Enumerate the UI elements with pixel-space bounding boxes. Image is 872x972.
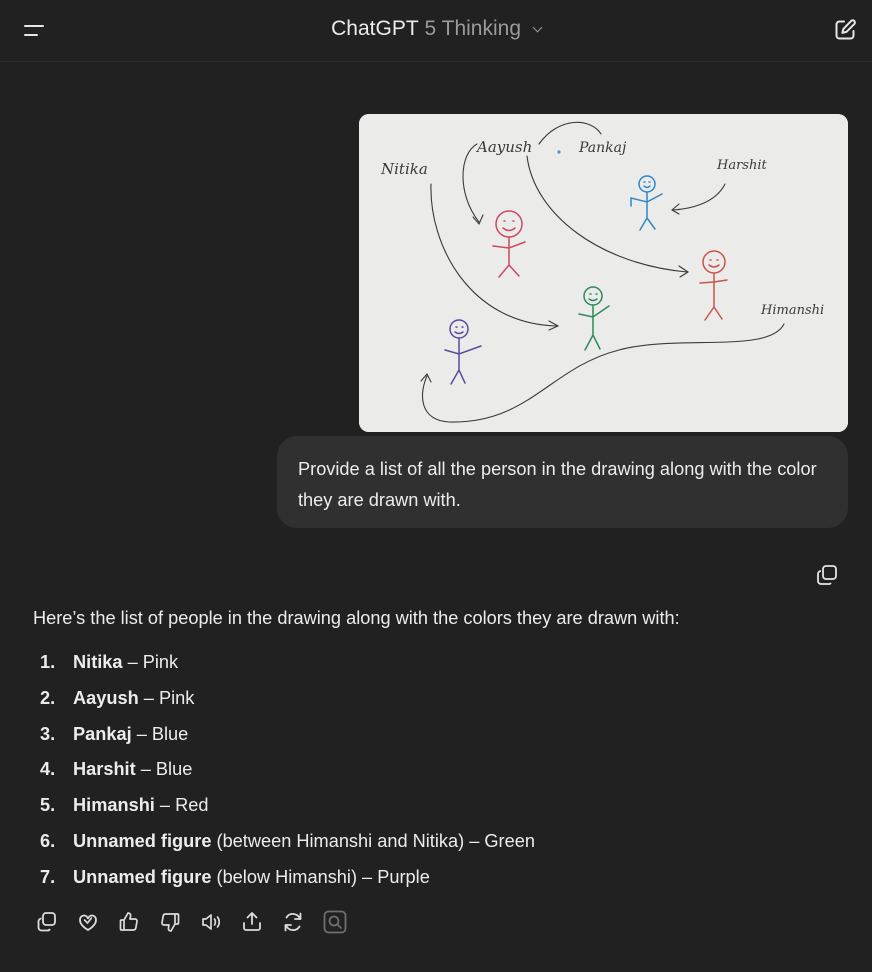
person-detail: (below Himanshi) bbox=[211, 866, 357, 887]
person-name: Unnamed figure bbox=[73, 866, 212, 887]
copy-user-message-button[interactable] bbox=[814, 562, 840, 588]
person-color: Pink bbox=[142, 652, 179, 672]
thumbs-down-button[interactable] bbox=[157, 909, 183, 935]
list-item bbox=[40, 790, 535, 826]
list-number: 3. bbox=[40, 723, 56, 744]
chevron-down-icon bbox=[532, 23, 542, 33]
person-name: Pankaj bbox=[73, 723, 132, 744]
copy-icon bbox=[34, 909, 60, 935]
list-number: 5. bbox=[40, 795, 56, 816]
stick-figure-drawing bbox=[359, 114, 848, 432]
new-chat-button[interactable] bbox=[832, 17, 858, 43]
separator: – bbox=[135, 759, 156, 780]
model-selector[interactable] bbox=[0, 17, 872, 41]
pen-dot bbox=[557, 150, 560, 153]
user-message-bubble bbox=[277, 436, 848, 528]
separator: – bbox=[138, 687, 159, 708]
label-nitika: Nitika bbox=[381, 160, 428, 178]
read-aloud-button[interactable] bbox=[198, 909, 224, 935]
feedback-button[interactable] bbox=[75, 909, 101, 935]
user-message-text: Provide a list of all the person in the drawing along with the color they are drawn with. bbox=[298, 459, 817, 510]
person-color: Red bbox=[175, 795, 209, 816]
separator: – bbox=[122, 652, 143, 672]
search-sources-button[interactable] bbox=[322, 909, 348, 935]
separator: – bbox=[357, 866, 378, 887]
list-number: 1. bbox=[40, 652, 56, 672]
list-item bbox=[40, 683, 535, 719]
regenerate-icon bbox=[280, 909, 306, 935]
person-name: Nitika bbox=[73, 652, 123, 672]
label-himanshi: Himanshi bbox=[761, 303, 825, 318]
list-number: 4. bbox=[40, 759, 56, 780]
model-name: ChatGPT bbox=[331, 17, 419, 40]
model-mode: 5 Thinking bbox=[424, 17, 522, 40]
thumbs-down-icon bbox=[157, 909, 183, 935]
thumbs-up-button[interactable] bbox=[116, 909, 142, 935]
edit-pencil-icon bbox=[832, 17, 858, 43]
share-button[interactable] bbox=[239, 909, 265, 935]
separator: – bbox=[131, 723, 152, 744]
search-sources-icon bbox=[322, 909, 348, 935]
list-number: 7. bbox=[40, 866, 56, 887]
uploaded-drawing-image[interactable] bbox=[359, 114, 848, 432]
dislike-sparkle-icon bbox=[75, 909, 101, 935]
copy-icon bbox=[814, 562, 840, 588]
list-item bbox=[40, 647, 535, 683]
list-item bbox=[40, 862, 535, 898]
person-detail: (between Himanshi and Nitika) bbox=[211, 830, 465, 851]
label-aayush: Aayush bbox=[477, 138, 533, 156]
separator: – bbox=[464, 830, 485, 851]
label-pankaj: Pankaj bbox=[579, 140, 627, 156]
list-item bbox=[40, 754, 535, 790]
person-name: Unnamed figure bbox=[73, 830, 212, 851]
copy-button[interactable] bbox=[34, 909, 60, 935]
assistant-answer-list bbox=[40, 647, 535, 898]
share-icon bbox=[239, 909, 265, 935]
person-color: Blue bbox=[155, 759, 193, 780]
person-color: Pink bbox=[158, 687, 195, 708]
person-name: Harshit bbox=[73, 759, 136, 780]
thumbs-up-icon bbox=[116, 909, 142, 935]
person-name: Aayush bbox=[73, 687, 139, 708]
separator: – bbox=[154, 795, 176, 816]
person-name: Himanshi bbox=[73, 795, 155, 816]
person-color: Blue bbox=[151, 723, 189, 744]
list-number: 2. bbox=[40, 687, 56, 708]
list-number: 6. bbox=[40, 830, 56, 851]
list-item bbox=[40, 826, 535, 862]
person-color: Purple bbox=[377, 866, 430, 887]
assistant-intro: Here’s the list of people in the drawing along with the colors they are drawn with: bbox=[33, 608, 680, 628]
read-aloud-icon bbox=[198, 909, 224, 935]
list-item bbox=[40, 719, 535, 755]
person-color: Green bbox=[484, 830, 535, 851]
top-bar bbox=[0, 0, 872, 62]
regenerate-button[interactable] bbox=[280, 909, 306, 935]
label-harshit: Harshit bbox=[717, 158, 767, 173]
